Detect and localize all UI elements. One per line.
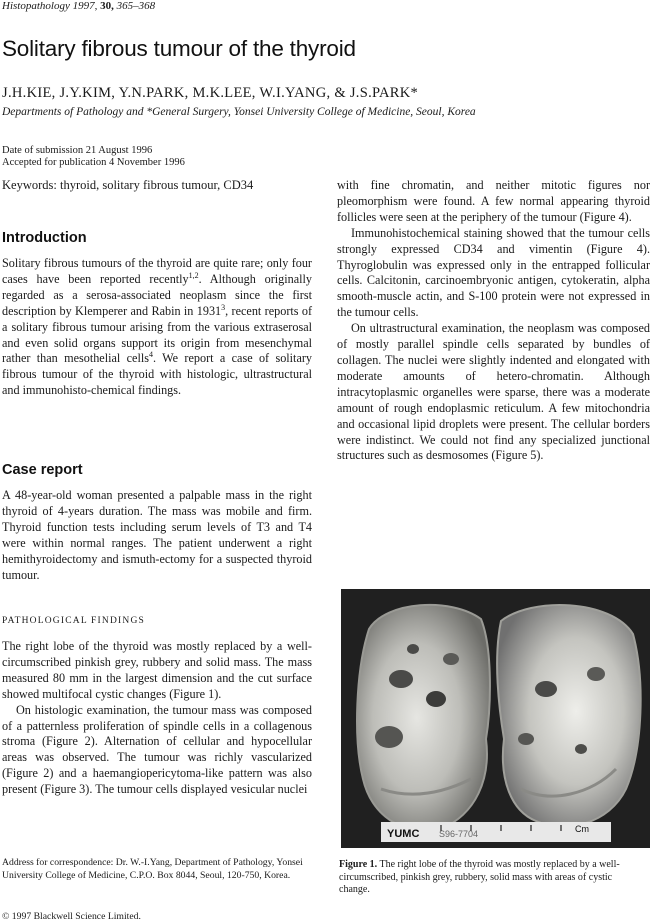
cyst [518,733,534,745]
journal-volume: 30, [100,0,114,12]
specimen-illustration [341,589,650,848]
accepted-date: Accepted for publication 4 November 1996 [2,157,185,168]
submission-date: Date of submission 21 August 1996 [2,145,153,156]
cyst [426,691,446,707]
intro-text-c: , recent reports of a solitary fibrous tumour arising from the various extraserosal and even solid organs support its origin from mesenchymal rather than mesothelial cells [2,303,313,366]
case-report-body [2,488,312,583]
specimen-lab-label: YUMC [387,828,420,840]
introduction-body [2,256,312,399]
case-report-paragraph: A 48-year-old woman presented a palpable mass in the right thyroid of 4-years duration. The mass was mobile and firm. Thyroid function tests including serum levels of T3 and T4 were within normal ranges. The patient underwent a right hemithyroidectomy and ismuth-ectomy for a suspected thyroid tumour. [2,488,312,582]
correspondence-footnote: Address for correspondence: Dr. W.-I.Yang, Department of Pathology, Yonsei University College of Medicine, C.P.O. Box 8044, Seoul, 120-750, Korea. [2,857,303,881]
specimen-id: S96-7704 [439,829,479,839]
affiliation: Departments of Pathology and *General Surgery, Yonsei University College of Medicine, Seoul, Korea [2,106,476,118]
citation-3: 3 [221,302,226,312]
running-head [2,0,155,12]
article-title: Solitary fibrous tumour of the thyroid [2,36,356,61]
cyst [443,653,459,665]
pathology-paragraph-2: On histologic examination, the tumour mass was composed of a patternless proliferation of spindle cells in a collagenous stroma (Figure 2). Alternation of cellular and hypocellular areas was observed. The tumour was richly vascularized (Figure 2) and a haemangiopericytoma-like pattern was also present (Figure 3). The tumour cells displayed vesicular nuclei [2,702,312,797]
figure-1-photo [341,589,650,848]
pathology-paragraph-1: The right lobe of the thyroid was mostly replaced by a well-circumscribed pinkish grey, rubbery and solid mass. The mass measured 80 mm in the largest dimension and the cut surface showed multifocal cystic changes (Figure 1). [2,639,312,701]
cyst [587,667,605,681]
cyst [375,726,403,748]
author-list: J.H.KIE, J.Y.KIM, Y.N.PARK, M.K.LEE, W.I.YANG, & J.S.PARK* [2,85,419,101]
scale-unit: Cm [575,824,589,834]
pathological-findings-heading: PATHOLOGICAL FINDINGS [2,616,145,626]
introduction-heading: Introduction [2,230,87,246]
journal-pages: 365–368 [116,0,156,12]
intro-text-b: . Although originally regarded as a serosa-associated neoplasm since the first description by Klemperer and Rabin in 1931 [2,271,312,318]
right-column-body [337,178,650,464]
left-specimen-half [357,605,490,831]
intro-text-a: Solitary fibrous tumours of the thyroid are quite rare; only four cases have been reported recently [2,256,312,286]
cyst [407,644,419,654]
right-paragraph-2: Immunohistochemical staining showed that the tumour cells strongly expressed CD34 and vimentin (Figure 4). Thyroglobulin was expressed only in the entrapped follicular cells. Calcitonin, carcinoembryonic antigen, cytokeratin, alpha smooth-muscle actin, and S-100 protein were not expressed in the tumour cells. [337,225,650,320]
figure-caption-text: The right lobe of the thyroid was mostly replaced by a well-circumscribed, pinkish grey, rubbery, solid mass with areas of cystic change. [339,859,620,895]
cyst [535,681,557,697]
journal-name: Histopathology [2,0,70,12]
right-paragraph-1: with fine chromatin, and neither mitotic figures nor pleomorphism were found. A few normal appearing thyroid follicles were seen at the periphery of the tumour (Figure 4). [337,178,650,224]
cyst [389,670,413,688]
article-dates [2,145,185,169]
intro-text-d: . We report a case of solitary fibrous tumour of the thyroid with histologic, ultrastructural and immunohisto-chemical findings. [2,351,313,398]
pathological-findings-body [2,639,312,798]
figure-1-caption [339,859,639,897]
citation-4: 4 [148,350,153,360]
journal-year: 1997, [72,0,98,12]
case-report-heading: Case report [2,462,83,478]
introduction-paragraph [2,256,312,399]
copyright: © 1997 Blackwell Science Limited. [2,911,141,922]
citation-1-2: 1,2 [188,270,199,280]
right-paragraph-3: On ultrastructural examination, the neoplasm was composed of mostly parallel spindle cells separated by bundles of collagen. The nuclei were slightly indented and elongated with moderate amounts of hetero-chromatin. Although intracytoplasmic organelles were sparse, there was a moderate amount of rough endoplasmic reticulum. A few mitochondria and occasional lipid droplets were present. The cellular borders were indistinct. We could not find any specialized junctional structures such as desmosomes (Figure 5). [337,321,650,463]
keywords: Keywords: thyroid, solitary fibrous tumour, CD34 [2,178,254,192]
cyst [575,744,587,754]
figure-label: Figure 1. [339,859,378,870]
